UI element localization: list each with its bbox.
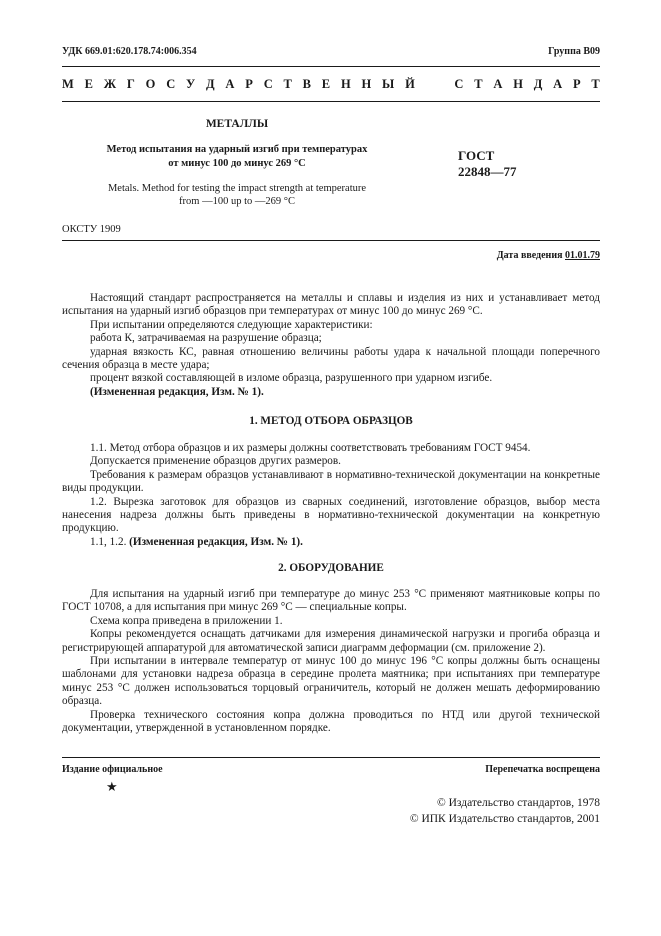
banner-letter: Т: [474, 77, 483, 91]
gost-number: 22848—77: [458, 164, 517, 179]
paragraph: Для испытания на ударный изгиб при температуре до минус 253 °С применяют маятниковые копры по ГОСТ 10708, а для испытания при минус 269 °С — специальные копры.: [62, 588, 600, 614]
banner-letter: Н: [513, 77, 523, 91]
paragraph: 1.2. Вырезка заготовок для образцов из сварных соединений, изготовление образцов, выбор места нанесения надреза должны быть приведены в нормативно-технической документации на конкретную продукцию.: [62, 495, 600, 535]
banner-letter: Е: [84, 77, 93, 91]
interstate-standard-banner: [62, 77, 600, 92]
banner-letter: А: [493, 77, 503, 91]
banner-letter: Ы: [382, 77, 395, 91]
amendment-note: (Измененная редакция, Изм. № 1).: [90, 385, 264, 398]
group-code: Группа В09: [548, 46, 600, 57]
banner-letter: О: [145, 77, 156, 91]
banner-gap: [426, 77, 444, 92]
banner-letter: У: [186, 77, 196, 91]
udc-code: УДК 669.01:620.178.74:006.354: [62, 46, 197, 57]
title-russian-line1: Метод испытания на ударный изгиб при температурах: [106, 144, 368, 155]
banner-letter: Е: [321, 77, 331, 91]
paragraph: При испытании определяются следующие характеристики:: [90, 318, 373, 331]
section-2-title: 2. ОБОРУДОВАНИЕ: [278, 562, 384, 574]
banner-letter: Ж: [103, 77, 117, 91]
banner-letter: Й: [405, 77, 415, 91]
copyright-2001: © ИПК Издательство стандартов, 2001: [409, 813, 600, 825]
category-title: МЕТАЛЛЫ: [205, 118, 269, 130]
gost-designation: [458, 148, 517, 180]
banner-letter: Т: [283, 77, 292, 91]
intro-date: [497, 250, 600, 261]
paragraph: При испытании в интервале температур от минус 100 до минус 196 °С копры должны быть оснащены шаблонами для установки надреза образца в середине пролета маятника; при испытаниях при температуре минус 253 °С должен использоваться торцовый ограничитель, который не должен мешать деформированию образца.: [62, 655, 600, 708]
banner-letter: В: [302, 77, 311, 91]
header-rule-top: [62, 66, 600, 67]
section-1-text: [62, 442, 600, 549]
copyright-1978: © Издательство стандартов, 1978: [436, 797, 600, 809]
banner-letter: Р: [245, 77, 253, 91]
banner-letter: Т: [591, 77, 600, 91]
title-english-line1: Metals. Method for testing the impact strength at temperature: [107, 183, 367, 194]
section-2-text: [62, 588, 600, 735]
star-icon: ★: [106, 779, 118, 794]
banner-letter: Д: [533, 77, 543, 91]
footer-rule: [62, 757, 600, 758]
paragraph: работа К, затрачиваемая на разрушение образца;: [90, 332, 322, 345]
intro-text: [62, 292, 600, 399]
paragraph: [62, 536, 600, 549]
banner-letter: Н: [340, 77, 351, 91]
paragraph: Настоящий стандарт распространяется на металлы и сплавы и изделия из них и устанавливает метод испытания на ударный изгиб образцов при температурах от минус 100 до минус 269 °С.: [62, 292, 600, 318]
banner-letter: С: [166, 77, 176, 91]
title-russian: [62, 143, 412, 170]
banner-letter: С: [454, 77, 464, 91]
banner-letter: С: [263, 77, 273, 91]
okstu-code: ОКСТУ 1909: [62, 224, 121, 235]
paragraph: Копры рекомендуется оснащать датчиками для измерения динамической нагрузки и прогиба образца и регистрирующей аппаратурой для автоматической записи диаграмм деформации (см. приложение 2).: [62, 628, 600, 654]
title-russian-line2: от минус 100 до минус 269 °С: [168, 157, 306, 169]
banner-letter: А: [225, 77, 235, 91]
header-rule-bottom: [62, 101, 600, 102]
banner-letter: Д: [206, 77, 215, 91]
reprint-prohibited: Перепечатка воспрещена: [485, 764, 600, 775]
banner-letter: Г: [126, 77, 135, 91]
title-rule: [62, 240, 600, 241]
clause-ref: 1.1, 1.2.: [90, 535, 130, 548]
copyright-block: [410, 795, 600, 827]
title-english: [62, 182, 412, 208]
paragraph: ударная вязкость КС, равная отношению величины работы удара к начальной площади поперечного сечения образца в месте удара;: [62, 345, 600, 372]
banner-letter: М: [62, 77, 74, 91]
paragraph: Схема копра приведена в приложении 1.: [90, 614, 283, 627]
paragraph: Допускается применение образцов других размеров.: [90, 455, 341, 468]
title-english-line2: from —100 up to —269 °С: [179, 196, 295, 207]
header-row: [62, 46, 600, 57]
official-edition: Издание официальное: [62, 764, 163, 775]
banner-letter: А: [553, 77, 563, 91]
section-1-title: 1. МЕТОД ОТБОРА ОБРАЗЦОВ: [249, 415, 413, 427]
intro-date-label: Дата введения: [496, 250, 565, 261]
paragraph: Требования к размерам образцов устанавливают в нормативно-технической документации на конкретные виды продукции.: [62, 468, 600, 495]
banner-letter: Н: [361, 77, 372, 91]
paragraph: 1.1. Метод отбора образцов и их размеры должны соответствовать требованиям ГОСТ 9454.: [90, 442, 531, 454]
paragraph: Проверка технического состояния копра должна проводиться по НТД или другой технической документации, утвержденной в установленном порядке.: [62, 708, 600, 735]
banner-letter: Р: [572, 77, 581, 91]
gost-label: ГОСТ: [458, 148, 495, 163]
amendment-note: (Измененная редакция, Изм. № 1).: [129, 535, 303, 548]
paragraph: процент вязкой составляющей в изломе образца, разрушенного при ударном изгибе.: [90, 372, 493, 385]
intro-date-value: 01.01.79: [565, 250, 600, 261]
